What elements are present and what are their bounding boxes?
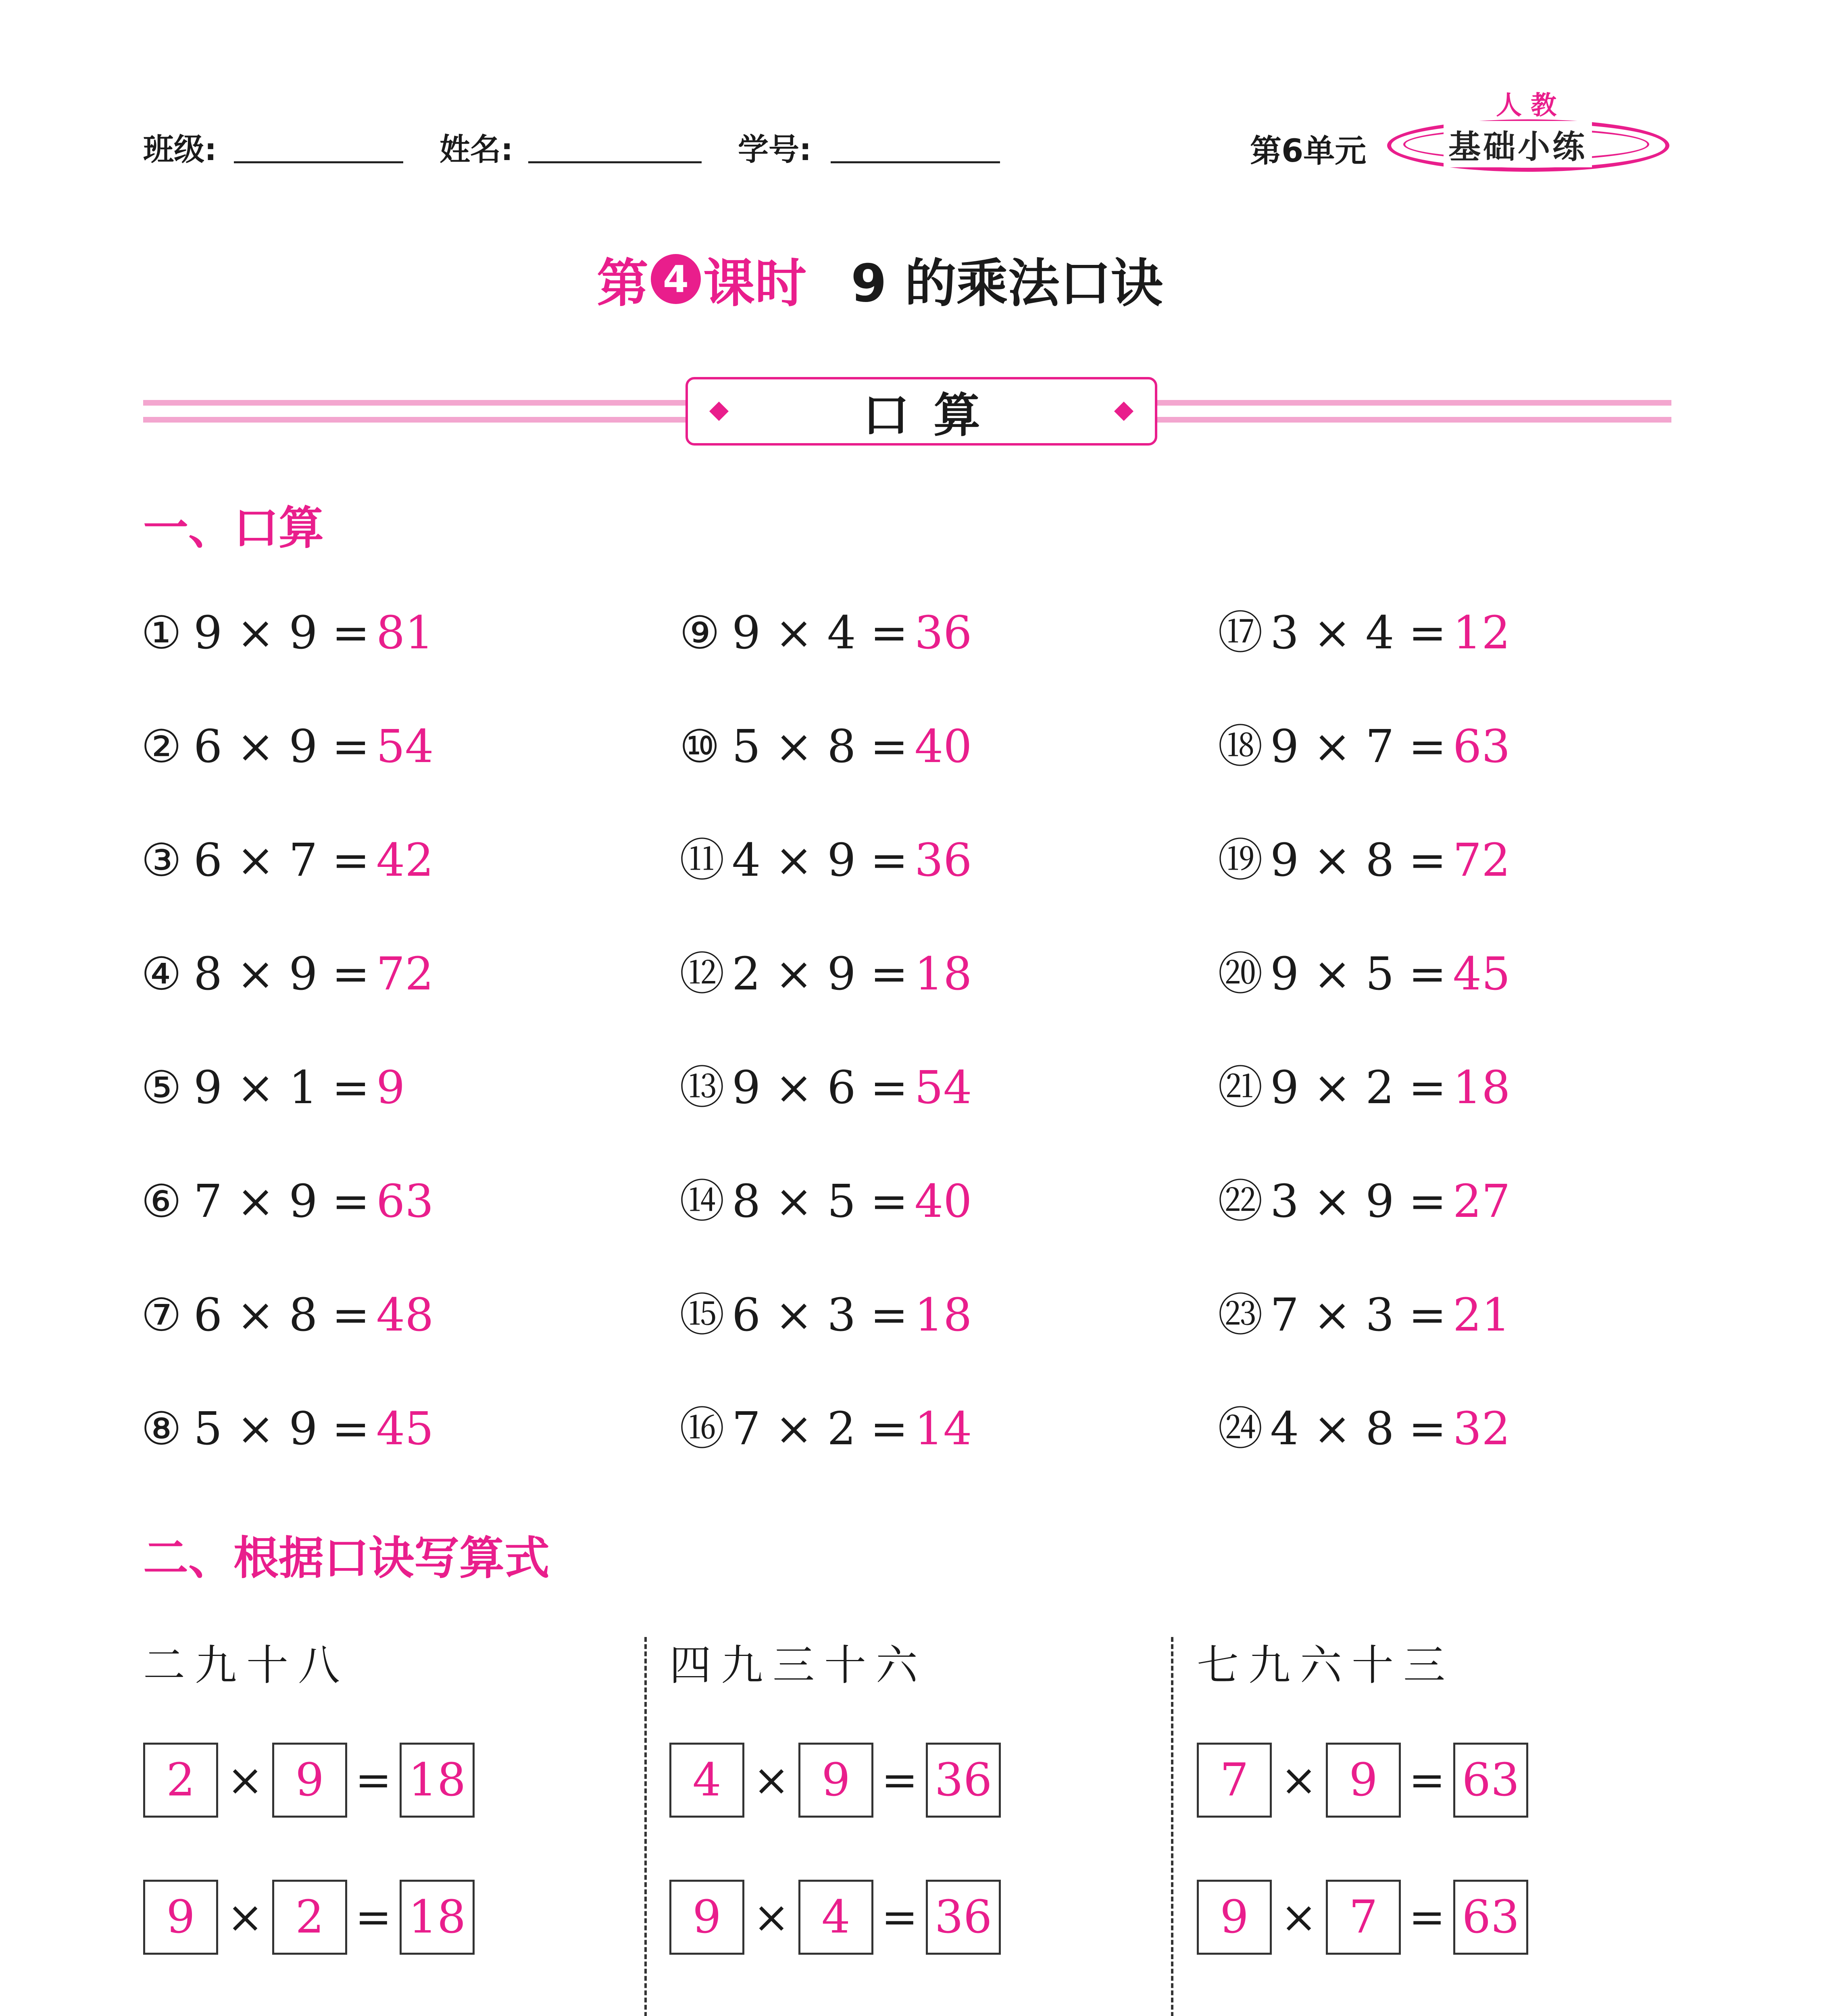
- class-field[interactable]: [234, 133, 403, 163]
- name-field[interactable]: [528, 133, 702, 163]
- problem-number: ⑯: [679, 1403, 725, 1455]
- problem-expression: 5 × 8 =: [732, 721, 908, 773]
- problem-expression: 9 × 6 =: [732, 1062, 908, 1114]
- lesson-number-badge: 4: [651, 254, 701, 304]
- problem-row: [679, 1173, 972, 1230]
- problem-row: [679, 1401, 972, 1457]
- problem-number: ⑮: [679, 1289, 725, 1341]
- problem-answer[interactable]: 18: [915, 1289, 972, 1341]
- problem-expression: 7 × 3 =: [1270, 1289, 1447, 1341]
- problem-answer[interactable]: 63: [1453, 721, 1511, 773]
- problem-expression: 6 × 3 =: [732, 1289, 908, 1341]
- problem-expression: 6 × 9 =: [194, 721, 370, 773]
- problem-answer[interactable]: 14: [915, 1403, 972, 1455]
- problem-number: ㉓: [1218, 1289, 1263, 1341]
- problem-expression: 5 × 9 =: [194, 1403, 370, 1455]
- multiplication-verse: 四九三十六: [669, 1641, 928, 1690]
- product-box[interactable]: 63: [1453, 1743, 1528, 1818]
- student-id-field[interactable]: [831, 133, 1000, 163]
- problem-expression: 7 × 9 =: [194, 1175, 370, 1228]
- title-suffix: 课时: [703, 254, 807, 314]
- factor-box[interactable]: 9: [798, 1743, 873, 1818]
- formula-row: [143, 1879, 475, 1956]
- problem-expression: 6 × 7 =: [194, 834, 370, 887]
- banner-title: 口算: [863, 388, 1004, 443]
- problem-answer[interactable]: 72: [1453, 834, 1511, 887]
- problem-answer[interactable]: 48: [376, 1289, 434, 1341]
- problem-expression: 9 × 5 =: [1270, 948, 1447, 1000]
- problem-answer[interactable]: 54: [376, 721, 434, 773]
- times-sign: ×: [1280, 1755, 1317, 1806]
- problem-expression: 8 × 9 =: [194, 948, 370, 1000]
- equals-sign: =: [881, 1755, 918, 1806]
- problem-expression: 3 × 4 =: [1270, 607, 1447, 659]
- factor-box[interactable]: 4: [798, 1880, 873, 1955]
- factor-box[interactable]: 9: [143, 1880, 218, 1955]
- problem-number: ③: [141, 834, 182, 887]
- problem-number: ㉒: [1218, 1175, 1263, 1228]
- problem-answer[interactable]: 18: [915, 948, 972, 1000]
- factor-box[interactable]: 9: [1197, 1880, 1272, 1955]
- problem-row: [679, 1060, 972, 1116]
- problem-answer[interactable]: 9: [376, 1062, 405, 1114]
- problem-number: ④: [141, 948, 182, 1000]
- section-banner: [685, 377, 1157, 446]
- problem-row: [141, 832, 434, 889]
- problem-expression: 9 × 8 =: [1270, 834, 1447, 887]
- factor-box[interactable]: 2: [272, 1880, 347, 1955]
- factor-box[interactable]: 2: [143, 1743, 218, 1818]
- problem-expression: 3 × 9 =: [1270, 1175, 1447, 1228]
- problem-number: ⑬: [679, 1062, 725, 1114]
- problem-column-2: [679, 605, 972, 1457]
- equals-sign: =: [1408, 1755, 1446, 1806]
- equals-sign: =: [881, 1892, 918, 1943]
- problem-row: [141, 946, 434, 1002]
- product-box[interactable]: 18: [400, 1743, 475, 1818]
- problem-row: [1218, 1173, 1511, 1230]
- problem-answer[interactable]: 32: [1453, 1403, 1511, 1455]
- problem-column-1: [141, 605, 434, 1457]
- student-id-label: 学号:: [738, 131, 812, 167]
- class-label: 班级:: [143, 131, 217, 167]
- problem-row: [141, 605, 434, 661]
- problem-number: ⑨: [679, 607, 720, 659]
- equals-sign: =: [1408, 1892, 1446, 1943]
- problem-answer[interactable]: 54: [915, 1062, 972, 1114]
- problem-row: [679, 1287, 972, 1343]
- times-sign: ×: [227, 1755, 264, 1806]
- problem-answer[interactable]: 81: [376, 607, 434, 659]
- unit-label: 第6单元: [1250, 133, 1367, 169]
- product-box[interactable]: 63: [1453, 1880, 1528, 1955]
- product-box[interactable]: 18: [400, 1880, 475, 1955]
- problem-number: ⑳: [1218, 948, 1263, 1000]
- problem-expression: 2 × 9 =: [732, 948, 908, 1000]
- problem-expression: 6 × 8 =: [194, 1289, 370, 1341]
- problem-expression: 4 × 9 =: [732, 834, 908, 887]
- lesson-title: [597, 242, 1163, 316]
- problem-expression: 9 × 4 =: [732, 607, 908, 659]
- problem-number: ㉑: [1218, 1062, 1263, 1114]
- equals-sign: =: [355, 1755, 392, 1806]
- problem-answer[interactable]: 12: [1453, 607, 1511, 659]
- problem-number: ⑲: [1218, 834, 1263, 887]
- problem-row: [679, 605, 972, 661]
- factor-box[interactable]: 7: [1326, 1880, 1401, 1955]
- lesson-topic: 9 的乘法口诀: [851, 254, 1163, 314]
- problem-number: ⑦: [141, 1289, 182, 1341]
- problem-answer[interactable]: 45: [376, 1403, 434, 1455]
- formula-group-1: [143, 1637, 475, 1956]
- factor-box[interactable]: 4: [669, 1743, 744, 1818]
- problem-row: [1218, 946, 1511, 1002]
- problem-number: ㉔: [1218, 1403, 1263, 1455]
- product-box[interactable]: 36: [926, 1743, 1001, 1818]
- problem-row: [1218, 1287, 1511, 1343]
- problem-number: ②: [141, 721, 182, 773]
- problem-row: [141, 1060, 434, 1116]
- name-label: 姓名:: [440, 131, 513, 167]
- formula-row: [669, 1742, 1001, 1818]
- problem-answer[interactable]: 42: [376, 834, 434, 887]
- problem-row: [141, 1287, 434, 1343]
- formula-row: [1197, 1742, 1528, 1818]
- times-sign: ×: [753, 1755, 790, 1806]
- problem-answer[interactable]: 27: [1453, 1175, 1511, 1228]
- problem-expression: 8 × 5 =: [732, 1175, 908, 1228]
- problem-expression: 4 × 8 =: [1270, 1403, 1447, 1455]
- column-divider: [1171, 1637, 1173, 2016]
- factor-box[interactable]: 9: [669, 1880, 744, 1955]
- problem-number: ⑰: [1218, 607, 1263, 659]
- problem-number: ⑭: [679, 1175, 725, 1228]
- problem-expression: 9 × 2 =: [1270, 1062, 1447, 1114]
- part2-heading: 二、根据口诀写算式: [143, 1532, 550, 1585]
- problem-row: [679, 832, 972, 889]
- problem-row: [679, 719, 972, 775]
- diamond-icon: [1114, 402, 1133, 421]
- factor-box[interactable]: 9: [272, 1743, 347, 1818]
- times-sign: ×: [227, 1892, 264, 1943]
- title-prefix: 第: [597, 254, 649, 314]
- column-divider: [644, 1637, 647, 2016]
- problem-row: [1218, 1060, 1511, 1116]
- multiplication-verse: 七九六十三: [1197, 1641, 1455, 1690]
- problem-expression: 7 × 2 =: [732, 1403, 908, 1455]
- problem-expression: 9 × 1 =: [194, 1062, 370, 1114]
- problem-answer[interactable]: 36: [915, 834, 972, 887]
- problem-column-3: [1218, 605, 1511, 1457]
- problem-expression: 9 × 9 =: [194, 607, 370, 659]
- times-sign: ×: [753, 1892, 790, 1943]
- formula-row: [143, 1742, 475, 1818]
- problem-row: [141, 1401, 434, 1457]
- problem-row: [679, 946, 972, 1002]
- problem-answer[interactable]: 21: [1453, 1289, 1511, 1341]
- problem-answer[interactable]: 63: [376, 1175, 434, 1228]
- problem-answer[interactable]: 36: [915, 607, 972, 659]
- problem-number: ⑫: [679, 948, 725, 1000]
- problem-number: ⑥: [141, 1175, 182, 1228]
- multiplication-verse: 二九十八: [143, 1641, 350, 1690]
- formula-group-2: [669, 1637, 1001, 1956]
- problem-row: [1218, 605, 1511, 661]
- part1-heading: 一、口算: [143, 502, 324, 554]
- problem-row: [1218, 719, 1511, 775]
- formula-row: [669, 1879, 1001, 1956]
- problem-answer[interactable]: 40: [915, 1175, 972, 1228]
- problem-number: ⑧: [141, 1403, 182, 1455]
- problem-number: ⑩: [679, 721, 720, 773]
- problem-answer[interactable]: 45: [1453, 948, 1511, 1000]
- problem-number: ⑱: [1218, 721, 1263, 773]
- problem-row: [141, 1173, 434, 1230]
- problem-row: [1218, 1401, 1511, 1457]
- problem-number: ①: [141, 607, 182, 659]
- factor-box[interactable]: 9: [1326, 1743, 1401, 1818]
- problem-row: [141, 719, 434, 775]
- equals-sign: =: [355, 1892, 392, 1943]
- brand-text: 基础小练: [1444, 121, 1592, 167]
- problem-expression: 9 × 7 =: [1270, 721, 1447, 773]
- problem-answer[interactable]: 40: [915, 721, 972, 773]
- product-box[interactable]: 36: [926, 1880, 1001, 1955]
- problem-answer[interactable]: 72: [376, 948, 434, 1000]
- formula-row: [1197, 1879, 1528, 1956]
- problem-row: [1218, 832, 1511, 889]
- formula-group-3: [1197, 1637, 1528, 1956]
- factor-box[interactable]: 7: [1197, 1743, 1272, 1818]
- problem-number: ⑤: [141, 1062, 182, 1114]
- problem-answer[interactable]: 18: [1453, 1062, 1511, 1114]
- brand-top-text: 人教: [1496, 91, 1565, 121]
- diamond-icon: [709, 402, 729, 421]
- problem-number: ⑪: [679, 834, 725, 887]
- times-sign: ×: [1280, 1892, 1317, 1943]
